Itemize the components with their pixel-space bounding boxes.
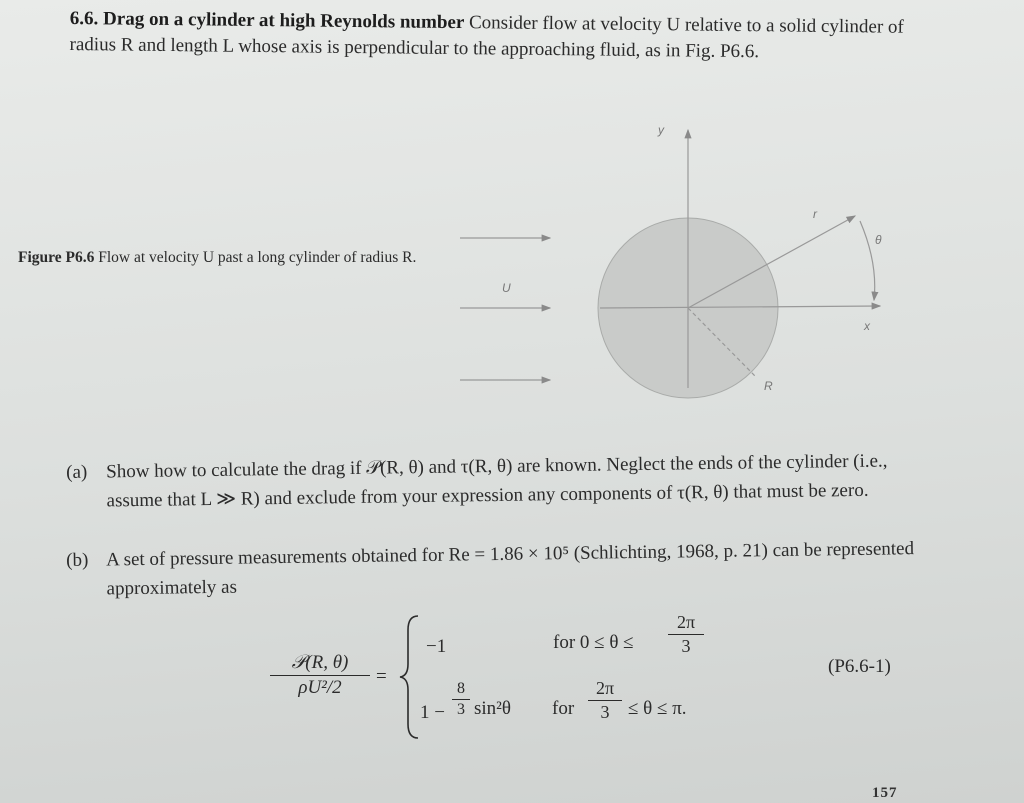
case2-condition-suffix: ≤ θ ≤ π. — [628, 698, 687, 719]
case2-prefix: 1 − — [420, 702, 445, 723]
cylinder-figure — [450, 118, 910, 418]
y-axis-label: y — [658, 123, 664, 137]
r-label: r — [813, 207, 817, 221]
case1-fraction — [668, 612, 704, 657]
problem-statement — [69, 6, 949, 67]
part-a-text: Show how to calculate the drag if 𝒫(R, θ) and τ(R, θ) are known. Neglect the ends of the cylinder (i.e., assume that L ≫ R) and exclude from your expression any components of τ(R, θ) that must be zero. — [106, 450, 888, 512]
problem-text: Consider flow at velocity U relative to a solid cylinder of radius R and length L whose axis is perpendicular to the approaching fluid, as in Fig. P6.6. — [69, 12, 904, 63]
u-label: U — [502, 281, 511, 295]
case1-value: −1 — [426, 636, 447, 657]
case1-fraction-denominator: 3 — [681, 636, 691, 656]
case1-condition: for 0 ≤ θ ≤ — [553, 632, 634, 653]
part-a-label: (a) — [66, 461, 88, 483]
theta-label: θ — [875, 233, 882, 247]
pressure-equation — [250, 612, 930, 752]
part-a — [66, 446, 927, 516]
part-b-text: A set of pressure measurements obtained for Re = 1.86 × 10⁵ (Schlichting, 1968, p. 21) can be represented approximately as — [106, 538, 915, 600]
case2-condition-prefix: for — [552, 698, 575, 719]
left-brace — [398, 612, 422, 742]
equals-sign: = — [376, 666, 387, 687]
page-number: 157 — [872, 785, 898, 801]
case1-fraction-numerator: 2π — [676, 612, 696, 632]
case2-fraction — [452, 680, 470, 719]
lhs-denominator: ρU²/2 — [298, 677, 342, 698]
case2-condition-fraction — [588, 678, 622, 723]
lhs-fraction — [270, 652, 370, 699]
cylinder-diagram — [450, 118, 910, 418]
case2-fraction-denominator: 3 — [457, 701, 465, 718]
figure-caption-label: Figure P6.6 — [18, 249, 95, 266]
problem-number: 6.6. — [69, 7, 99, 30]
problem-title: Drag on a cylinder at high Reynolds number — [103, 8, 465, 34]
case2-suffix: sin²θ — [474, 698, 511, 719]
case2-condition-fraction-numerator: 2π — [595, 678, 615, 698]
part-b-label: (b) — [66, 549, 89, 571]
part-b — [66, 534, 927, 604]
r-radius-label: R — [764, 379, 773, 393]
theta-arc — [860, 221, 875, 300]
case2-fraction-numerator: 8 — [457, 680, 465, 697]
case2-condition-fraction-denominator: 3 — [600, 702, 610, 722]
lhs-numerator: 𝒫(R, θ) — [291, 652, 349, 673]
equation-number: (P6.6-1) — [828, 656, 891, 677]
figure-caption-text: Flow at velocity U past a long cylinder of radius R. — [98, 249, 417, 266]
x-axis-label: x — [864, 319, 870, 333]
figure-caption — [18, 247, 438, 269]
